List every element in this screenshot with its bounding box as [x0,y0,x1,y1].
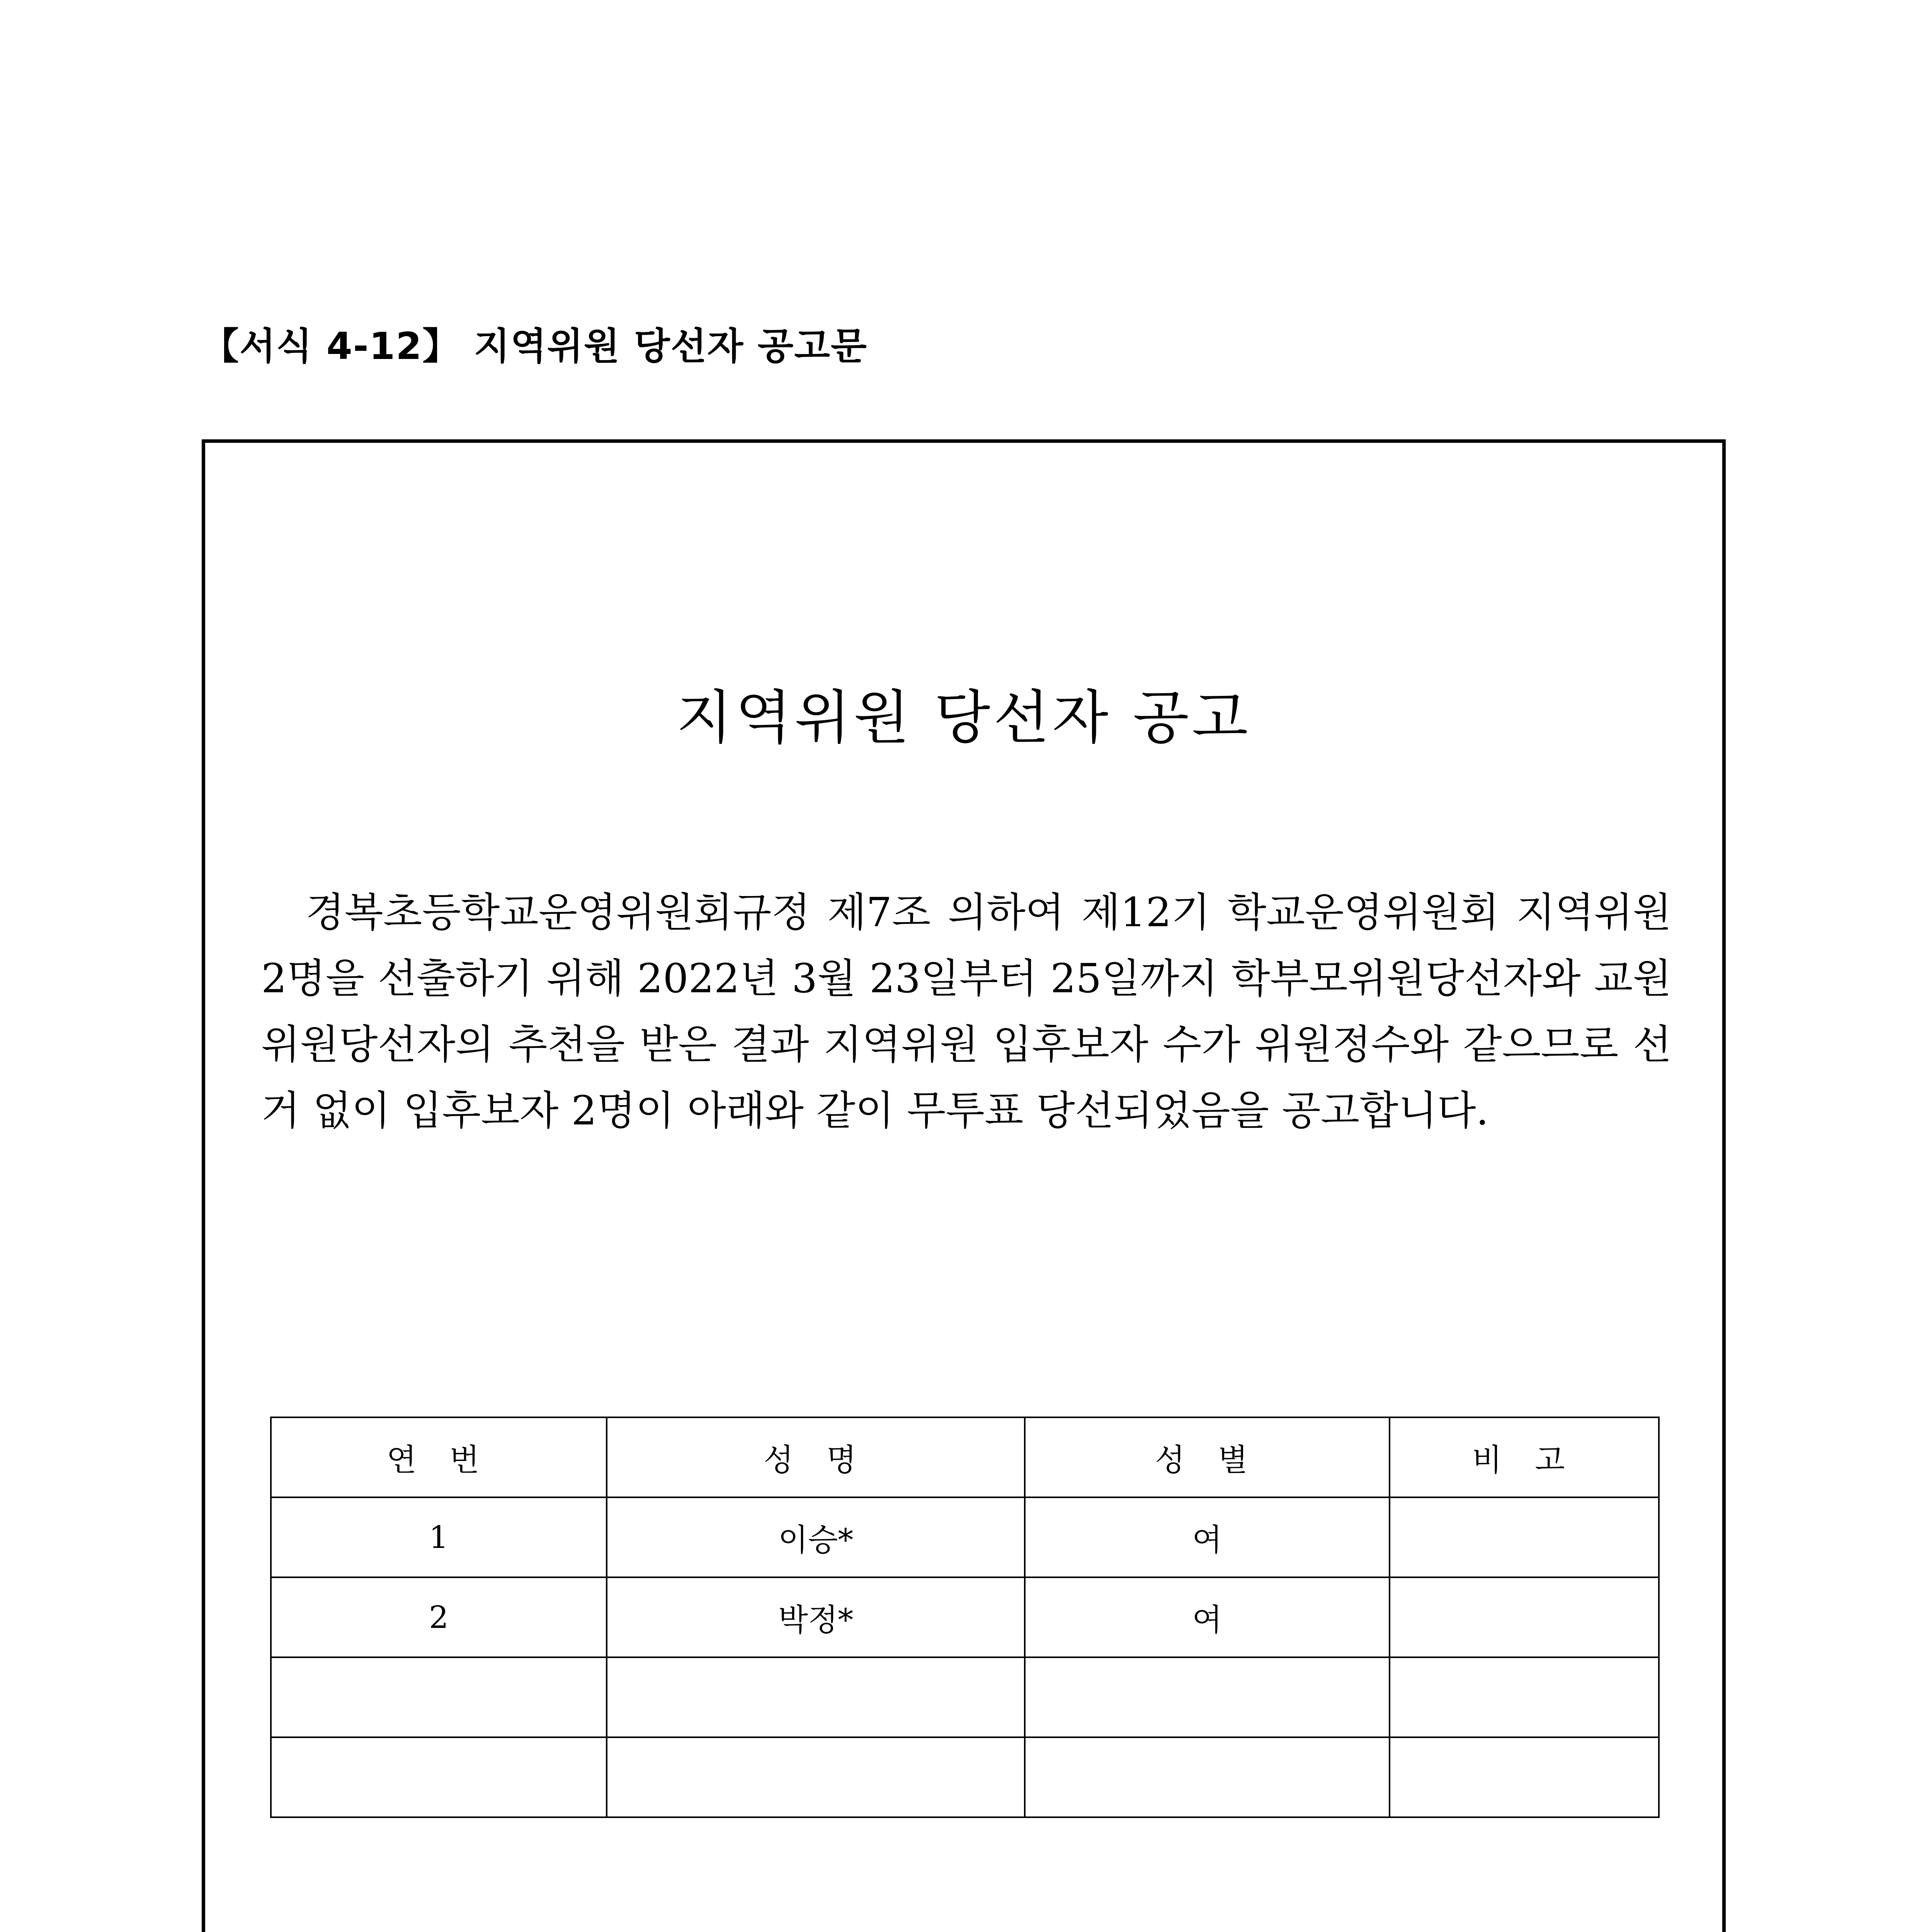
cell-gender: 여 [1025,1497,1390,1577]
cell-name [607,1737,1025,1817]
form-label: 【서식 4-12】 지역위원 당선자 공고문 [202,325,867,368]
cell-gender: 여 [1025,1577,1390,1657]
cell-name: 이승* [607,1497,1025,1577]
winners-table [270,1417,1660,1818]
table-row [271,1577,1659,1657]
cell-remarks [1390,1577,1659,1657]
header-gender: 성 별 [1025,1417,1390,1497]
cell-gender [1025,1737,1390,1817]
table-row [271,1737,1659,1817]
table-row [271,1497,1659,1577]
notice-title: 지역위원 당선자 공고 [676,684,1251,752]
table-row [271,1657,1659,1737]
cell-remarks [1390,1657,1659,1737]
cell-number: 1 [271,1497,607,1577]
cell-remarks [1390,1737,1659,1817]
header-name: 성 명 [607,1417,1025,1497]
notice-frame [202,439,1726,1932]
cell-name [607,1657,1025,1737]
notice-body: 경복초등학교운영위원회규정 제7조 의하여 제12기 학교운영위원회 지역위원 2명을 선출하기 위해 2022년 3월 23일부터 25일까지 학부모위원당선자와 교원위원당선자의 추천을 받은 결과 지역위원 입후보자 수가 위원정수와 같으므로 선거 없이 입후보자 2명이 아래와 같이 무투표 당선되었음을 공고합니다. [261,889,1672,1134]
cell-number: 2 [271,1577,607,1657]
cell-remarks [1390,1497,1659,1577]
cell-number [271,1737,607,1817]
header-number: 연 번 [271,1417,607,1497]
cell-name: 박정* [607,1577,1025,1657]
cell-number [271,1657,607,1737]
table-header-row [271,1417,1659,1497]
header-remarks: 비 고 [1390,1417,1659,1497]
cell-gender [1025,1657,1390,1737]
